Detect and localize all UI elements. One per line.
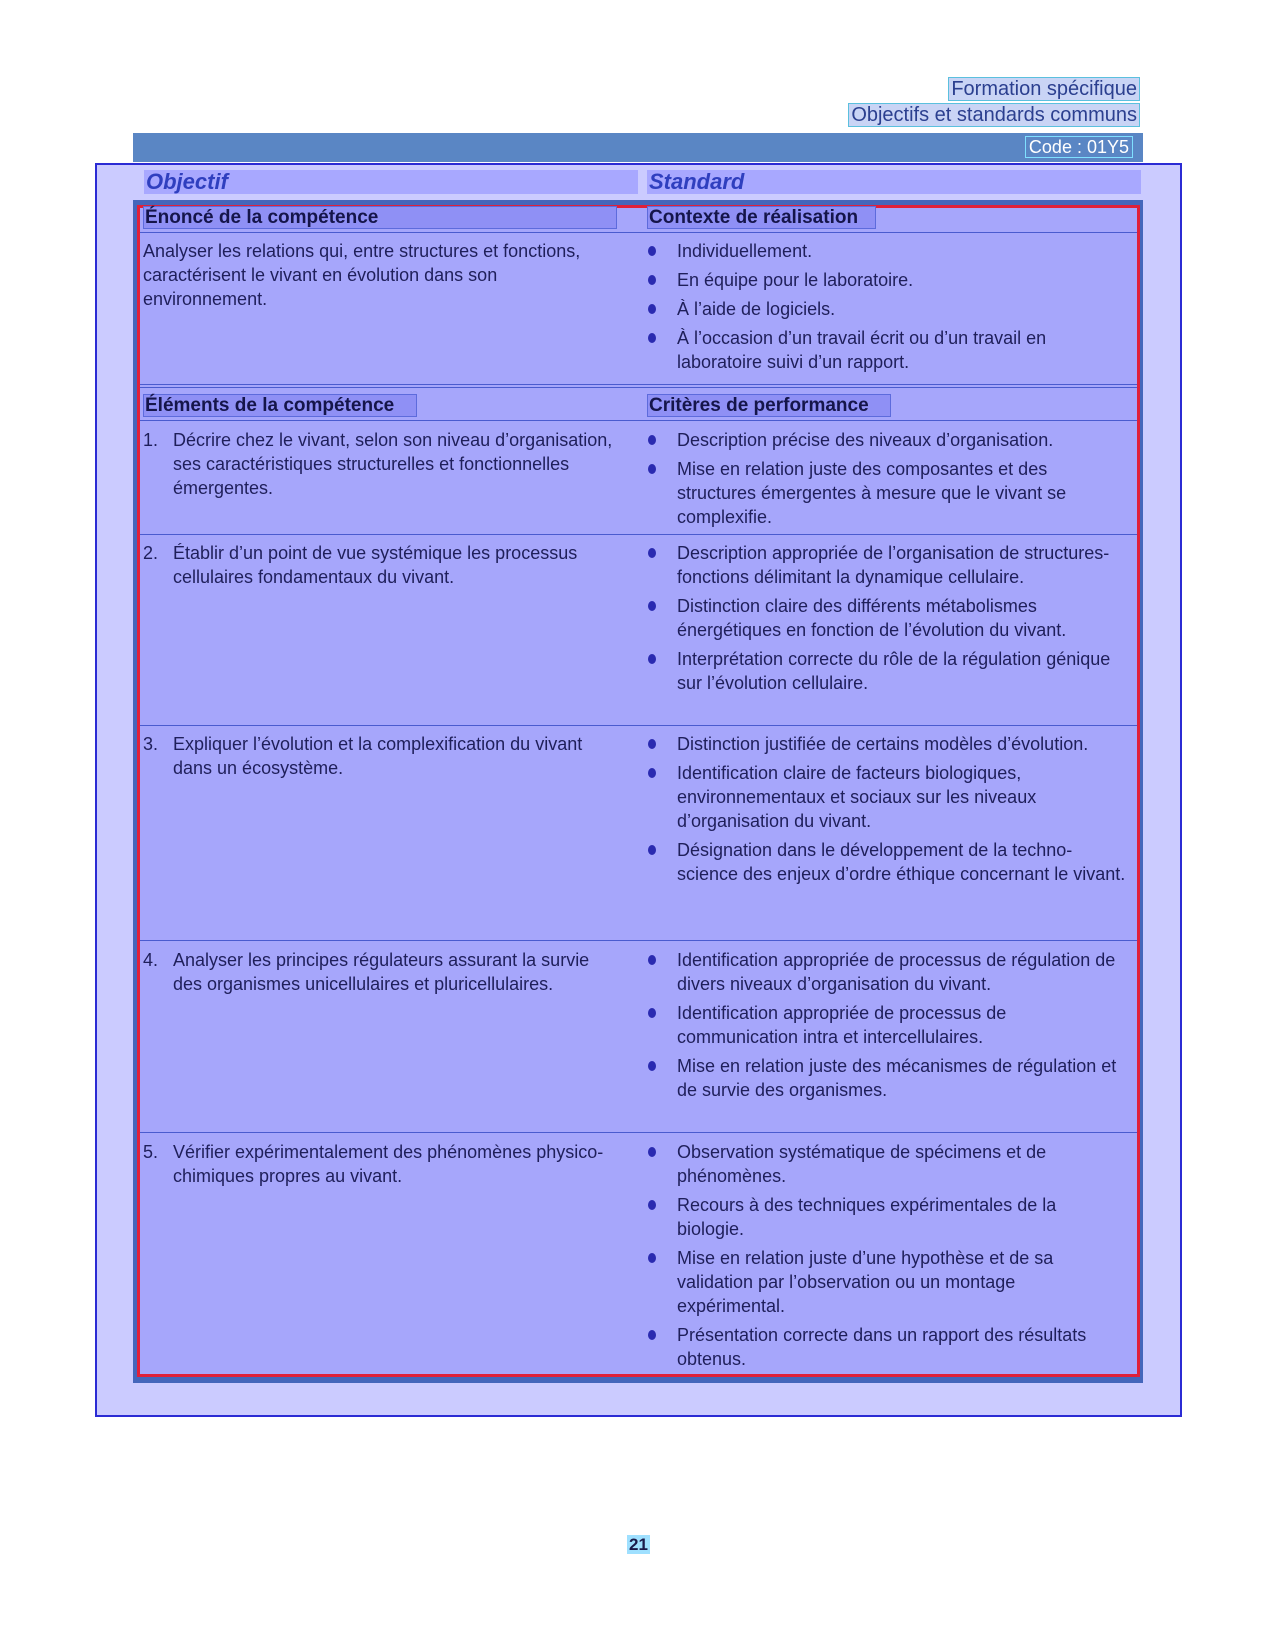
course-code: Code : 01Y5 [1025,136,1133,158]
criterion-text: Identification claire de facteurs biologiques, environnementaux et sociaux sur les niveaux d’organisation du vivant. [677,763,1037,831]
row-divider [140,420,1137,421]
bullet-icon [648,768,656,778]
header-section-title: Objectifs et standards communs [848,103,1140,127]
enonce-text [143,239,613,311]
contexte-item [648,297,1128,321]
bullet-icon [648,246,656,256]
element-number: 1. [143,430,159,450]
criterion-text: Observation systématique de spécimens et de phénomènes. [677,1142,1047,1186]
row-divider [140,1132,1137,1133]
criterion-text: Description précise des niveaux d’organisation. [677,430,1054,450]
criterion-item [648,1323,1128,1371]
bullet-icon [648,304,656,314]
element-4 [143,948,613,996]
criterion-item [648,1001,1128,1049]
element-text: Décrire chez le vivant, selon son niveau d’organisation, ses caractéristiques structurelles et fonctionnelles émergentes. [173,430,613,498]
criterion-text: Mise en relation juste des composantes et des structures émergentes à mesure que le vivant se complexifie. [677,459,1067,527]
enonce-label: Énoncé de la compétence [143,206,617,229]
criterion-item [648,948,1128,996]
bullet-icon [648,654,656,664]
header-program-title: Formation spécifique [948,77,1140,101]
criterion-text: Interprétation correcte du rôle de la régulation génique sur l’évolution cellulaire. [677,649,1111,693]
enonce-body: Analyser les relations qui, entre structures et fonctions, caractérisent le vivant en évolution dans son environnement. [143,241,581,309]
row-divider [140,725,1137,726]
code-bar [133,133,1143,162]
row-divider [140,232,1137,233]
criterion-item [648,732,1128,756]
contexte-item [648,239,1128,263]
contexte-list [648,239,1128,379]
page-number: 21 [629,1535,648,1554]
criterion-text: Mise en relation juste des mécanismes de régulation et de survie des organismes. [677,1056,1117,1100]
criterion-text: Identification appropriée de processus de communication intra et intercellulaires. [677,1003,1007,1047]
contexte-item-text: En équipe pour le laboratoire. [677,270,914,290]
bullet-icon [648,1200,656,1210]
criterion-item [648,1140,1128,1188]
criterion-item [648,838,1128,886]
bullet-icon [648,845,656,855]
element-3 [143,732,613,780]
criterion-item [648,1054,1128,1102]
contexte-item-text: À l’aide de logiciels. [677,299,836,319]
criterion-text: Description appropriée de l’organisation de structures-fonctions délimitant la dynamique cellulaire. [677,543,1110,587]
element-text: Établir d’un point de vue systémique les processus cellulaires fondamentaux du vivant. [173,543,578,587]
bullet-icon [648,435,656,445]
element-number: 5. [143,1142,159,1162]
column-header-objectif: Objectif [144,170,638,194]
criterion-item [648,594,1128,642]
bullet-icon [648,333,656,343]
criterion-item [648,541,1128,589]
criterion-text: Identification appropriée de processus de régulation de divers niveaux d’organisation du vivant. [677,950,1116,994]
bullet-icon [648,1330,656,1340]
bullet-icon [648,275,656,285]
contexte-item-text: À l’occasion d’un travail écrit ou d’un travail en laboratoire suivi d’un rapport. [677,328,1047,372]
bullet-icon [648,601,656,611]
criteria-list-2 [648,541,1128,700]
elements-label: Éléments de la compétence [143,394,417,417]
contexte-item-text: Individuellement. [677,241,813,261]
bullet-icon [648,548,656,558]
criterion-item [648,428,1128,452]
criteria-list-3 [648,732,1128,891]
bullet-icon [648,955,656,965]
criterion-item [648,1246,1128,1318]
element-1 [143,428,613,500]
criteria-list-1 [648,428,1128,534]
criterion-item [648,1193,1128,1241]
contexte-item [648,268,1128,292]
criteria-list-5 [648,1140,1128,1376]
contexte-label: Contexte de réalisation [647,206,876,229]
criterion-text: Distinction justifiée de certains modèles d’évolution. [677,734,1089,754]
element-number: 2. [143,543,159,563]
element-text: Analyser les principes régulateurs assurant la survie des organismes unicellulaires et pluricellulaires. [173,950,590,994]
criterion-text: Désignation dans le développement de la techno-science des enjeux d’ordre éthique concernant le vivant. [677,840,1126,884]
element-number: 4. [143,950,159,970]
bullet-icon [648,1008,656,1018]
element-number: 3. [143,734,159,754]
criterion-item [648,647,1128,695]
column-header-standard: Standard [647,170,1141,194]
criterion-text: Recours à des techniques expérimentales de la biologie. [677,1195,1057,1239]
row-divider [140,534,1137,535]
element-text: Vérifier expérimentalement des phénomènes physico-chimiques propres au vivant. [173,1142,604,1186]
criterion-item [648,761,1128,833]
element-2 [143,541,613,589]
criteria-list-4 [648,948,1128,1107]
bullet-icon [648,739,656,749]
element-5 [143,1140,613,1188]
contexte-item [648,326,1128,374]
section-divider [140,384,1137,388]
element-text: Expliquer l’évolution et la complexification du vivant dans un écosystème. [173,734,583,778]
bullet-icon [648,1147,656,1157]
criteres-label: Critères de performance [647,394,891,417]
row-divider [140,940,1137,941]
bullet-icon [648,1253,656,1263]
criterion-item [648,457,1128,529]
criterion-text: Distinction claire des différents métabolismes énergétiques en fonction de l’évolution du vivant. [677,596,1067,640]
bullet-icon [648,464,656,474]
criterion-text: Présentation correcte dans un rapport des résultats obtenus. [677,1325,1087,1369]
criterion-text: Mise en relation juste d’une hypothèse et de sa validation par l’observation ou un montage expérimental. [677,1248,1054,1316]
bullet-icon [648,1061,656,1071]
